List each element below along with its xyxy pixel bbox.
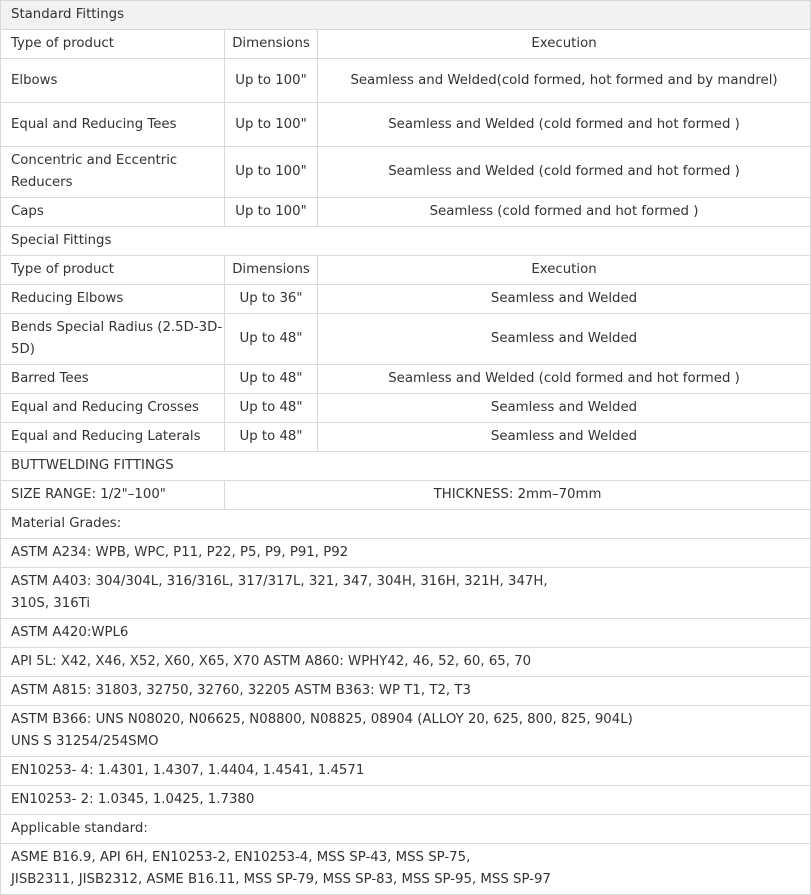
row-type: Caps: [1, 198, 225, 227]
size-thickness-row: [1, 481, 811, 510]
material-grade-line: ASTM A403: 304/304L, 316/316L, 317/317L, 321, 347, 304H, 316H, 321H, 347H,: [11, 574, 548, 589]
special-header-row: [1, 256, 811, 285]
table-row: [1, 198, 811, 227]
row-execution: Seamless and Welded: [318, 423, 811, 452]
standard-fittings-title: Standard Fittings: [1, 1, 811, 30]
table-row: [1, 314, 811, 365]
row-dimensions: Up to 100": [225, 147, 318, 198]
standard-fittings-title-row: [1, 1, 811, 30]
row-dimensions: Up to 48": [225, 314, 318, 365]
row-dimensions: Up to 100": [225, 198, 318, 227]
row-execution: Seamless and Welded: [318, 285, 811, 314]
material-grade: EN10253- 4: 1.4301, 1.4307, 1.4404, 1.4541, 1.4571: [1, 757, 811, 786]
row-type: Barred Tees: [1, 365, 225, 394]
row-execution: Seamless and Welded: [318, 394, 811, 423]
row-type: Elbows: [1, 59, 225, 103]
row-type: Equal and Reducing Tees: [1, 103, 225, 147]
row-execution: Seamless (cold formed and hot formed ): [318, 198, 811, 227]
table-row: [1, 394, 811, 423]
list-item: [1, 706, 811, 757]
material-title-row: [1, 510, 811, 539]
size-range: SIZE RANGE: 1/2"–100": [1, 481, 225, 510]
material-grade: [1, 568, 811, 619]
list-item: [1, 568, 811, 619]
material-grade: ASTM A420:WPL6: [1, 619, 811, 648]
special-fittings-title: Special Fittings: [1, 227, 811, 256]
table-row: [1, 285, 811, 314]
table-row: [1, 365, 811, 394]
row-execution: Seamless and Welded: [318, 314, 811, 365]
material-grade-line: 310S, 316Ti: [11, 596, 91, 611]
header-execution: Execution: [318, 30, 811, 59]
row-dimensions: Up to 48": [225, 423, 318, 452]
header-execution: Execution: [318, 256, 811, 285]
applicable-title-row: [1, 815, 811, 844]
row-type: [1, 314, 225, 365]
row-execution: Seamless and Welded (cold formed and hot formed ): [318, 147, 811, 198]
applicable-standard-row: [1, 844, 811, 895]
material-grade-line: UNS S 31254/254SMO: [11, 734, 159, 749]
list-item: [1, 757, 811, 786]
header-type: Type of product: [1, 30, 225, 59]
table-row: [1, 423, 811, 452]
applicable-standard-line: JISB2311, JISB2312, ASME B16.11, MSS SP-79, MSS SP-83, MSS SP-95, MSS SP-97: [11, 872, 551, 887]
row-dimensions: Up to 100": [225, 103, 318, 147]
row-execution: Seamless and Welded (cold formed and hot formed ): [318, 103, 811, 147]
material-grade: [1, 706, 811, 757]
row-type-line: 5D): [11, 342, 35, 357]
list-item: [1, 677, 811, 706]
list-item: [1, 786, 811, 815]
row-type: Equal and Reducing Crosses: [1, 394, 225, 423]
row-type-line: Bends Special Radius (2.5D-3D-: [11, 320, 223, 335]
table-row: [1, 59, 811, 103]
row-type-line: Reducers: [11, 175, 73, 190]
material-grade: API 5L: X42, X46, X52, X60, X65, X70 ASTM A860: WPHY42, 46, 52, 60, 65, 70: [1, 648, 811, 677]
row-execution: Seamless and Welded(cold formed, hot formed and by mandrel): [318, 59, 811, 103]
buttwelding-title-row: [1, 452, 811, 481]
material-grade: EN10253- 2: 1.0345, 1.0425, 1.7380: [1, 786, 811, 815]
header-dimensions: Dimensions: [225, 256, 318, 285]
row-dimensions: Up to 48": [225, 365, 318, 394]
buttwelding-title: BUTTWELDING FITTINGS: [1, 452, 811, 481]
row-type: Reducing Elbows: [1, 285, 225, 314]
material-grade: ASTM A815: 31803, 32750, 32760, 32205 ASTM B363: WP T1, T2, T3: [1, 677, 811, 706]
applicable-standard-list: [1, 844, 811, 895]
row-execution: Seamless and Welded (cold formed and hot formed ): [318, 365, 811, 394]
row-type: Equal and Reducing Laterals: [1, 423, 225, 452]
applicable-standard-title: Applicable standard:: [1, 815, 811, 844]
list-item: [1, 648, 811, 677]
special-fittings-title-row: [1, 227, 811, 256]
header-dimensions: Dimensions: [225, 30, 318, 59]
table-row: [1, 103, 811, 147]
row-type-line: Concentric and Eccentric: [11, 153, 178, 168]
material-grade-line: ASTM B366: UNS N08020, N06625, N08800, N08825, 08904 (ALLOY 20, 625, 800, 825, 904L): [11, 712, 633, 727]
header-type: Type of product: [1, 256, 225, 285]
material-grades-title: Material Grades:: [1, 510, 811, 539]
thickness: THICKNESS: 2mm–70mm: [225, 481, 811, 510]
list-item: [1, 539, 811, 568]
material-grade: ASTM A234: WPB, WPC, P11, P22, P5, P9, P91, P92: [1, 539, 811, 568]
table-row: [1, 147, 811, 198]
row-dimensions: Up to 48": [225, 394, 318, 423]
row-dimensions: Up to 100": [225, 59, 318, 103]
list-item: [1, 619, 811, 648]
row-dimensions: Up to 36": [225, 285, 318, 314]
row-type: [1, 147, 225, 198]
applicable-standard-line: ASME B16.9, API 6H, EN10253-2, EN10253-4, MSS SP-43, MSS SP-75,: [11, 850, 471, 865]
standard-header-row: [1, 30, 811, 59]
